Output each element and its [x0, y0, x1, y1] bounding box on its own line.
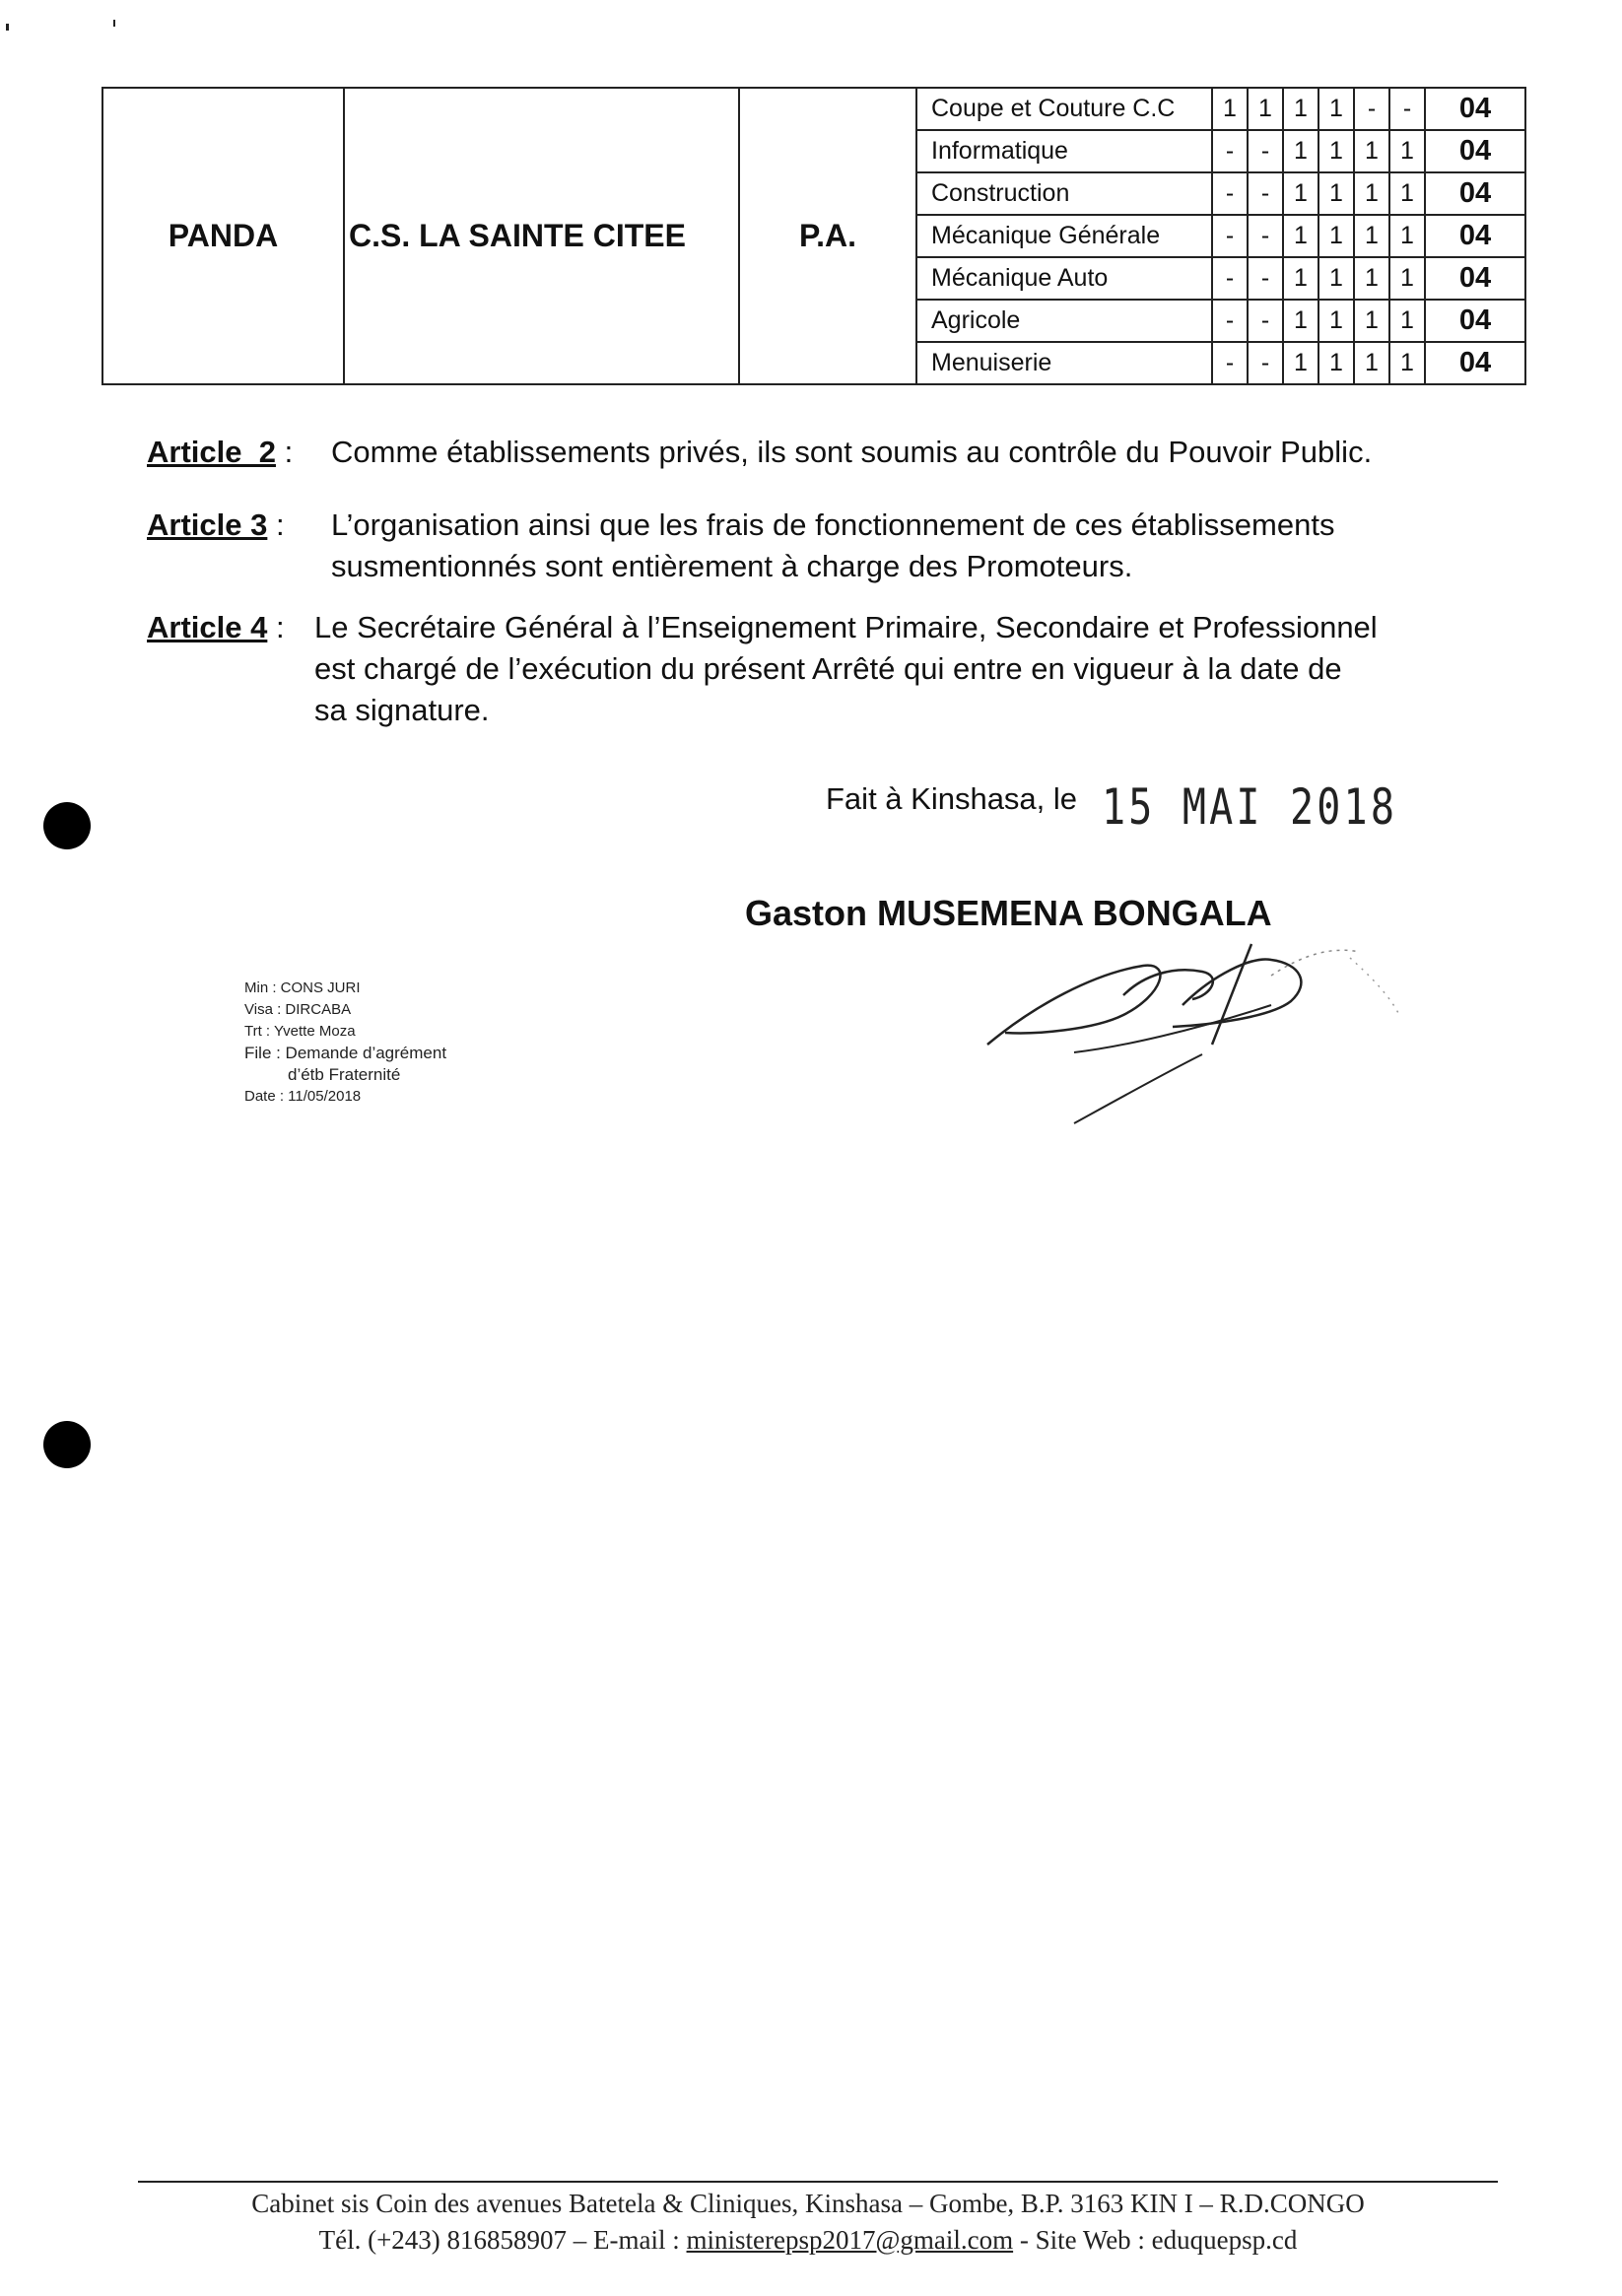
footer [99, 2186, 1518, 2259]
article-separator: : [275, 435, 294, 469]
article-body [314, 607, 1378, 731]
class-cell: - [1212, 130, 1248, 172]
scan-mark [113, 20, 115, 27]
footer-tel: Tél. (+243) 816858907 – E-mail : [318, 2225, 687, 2255]
schools-table [101, 87, 1526, 385]
class-cell: 1 [1354, 342, 1389, 384]
article-body [331, 505, 1334, 587]
total-cell: 04 [1425, 172, 1525, 215]
handwritten-signature [976, 936, 1429, 1133]
class-cell: - [1248, 130, 1283, 172]
article-line: Le Secrétaire Général à l’Enseignement Primaire, Secondaire et Professionnel [314, 610, 1378, 644]
class-cell: - [1212, 300, 1248, 342]
class-cell: - [1248, 300, 1283, 342]
reference-date: Date : 11/05/2018 [244, 1088, 362, 1105]
option-cell: Coupe et Couture C.C [916, 88, 1212, 130]
class-cell: 1 [1318, 172, 1354, 215]
class-cell: - [1248, 172, 1283, 215]
article-2 [147, 432, 1497, 473]
option-cell: Construction [916, 172, 1212, 215]
option-cell: Menuiserie [916, 342, 1212, 384]
article-line: susmentionnés sont entièrement à charge des Promoteurs. [331, 549, 1133, 583]
class-cell: 1 [1389, 257, 1425, 300]
article-line: L’organisation ainsi que les frais de fonctionnement de ces établissements [331, 507, 1335, 542]
date-stamp: 15 MAI 2018 [1102, 778, 1398, 836]
class-cell: 1 [1248, 88, 1283, 130]
footer-divider [138, 2181, 1498, 2183]
option-cell: Informatique [916, 130, 1212, 172]
class-cell: - [1248, 342, 1283, 384]
class-cell: - [1212, 342, 1248, 384]
class-cell: 1 [1354, 172, 1389, 215]
class-cell: 1 [1283, 342, 1318, 384]
article-label: Article 3 [147, 507, 268, 542]
signer-name: Gaston MUSEMENA BONGALA [745, 893, 1272, 933]
class-cell: 1 [1389, 215, 1425, 257]
reference-treatment: Trt : Yvette Moza [244, 1023, 356, 1040]
reference-min: Min : CONS JURI [244, 979, 361, 996]
class-cell: - [1389, 88, 1425, 130]
article-label: Article 4 [147, 610, 268, 644]
article-label: Article 2 [147, 435, 276, 469]
class-cell: 1 [1389, 342, 1425, 384]
class-cell: 1 [1283, 88, 1318, 130]
article-separator: : [267, 610, 285, 644]
total-cell: 04 [1425, 88, 1525, 130]
class-cell: 1 [1283, 130, 1318, 172]
region-cell: PANDA [102, 88, 344, 384]
total-cell: 04 [1425, 257, 1525, 300]
reference-visa: Visa : DIRCABA [244, 1001, 352, 1018]
reference-file: File : Demande d’agrément [244, 1044, 447, 1062]
class-cell: 1 [1389, 130, 1425, 172]
class-cell: - [1248, 257, 1283, 300]
article-3 [147, 505, 1497, 583]
class-cell: - [1212, 172, 1248, 215]
article-separator: : [267, 507, 285, 542]
class-cell: 1 [1389, 172, 1425, 215]
article-line: est chargé de l’exécution du présent Arrêté qui entre en vigueur à la date de [314, 651, 1342, 686]
article-4 [147, 607, 1497, 727]
class-cell: 1 [1318, 130, 1354, 172]
reference-block [244, 978, 446, 1108]
class-cell: 1 [1283, 215, 1318, 257]
footer-email-link[interactable]: ministerepsp2017@gmail.com [686, 2225, 1014, 2255]
total-cell: 04 [1425, 130, 1525, 172]
place-text: Fait à Kinshasa, le [826, 781, 1078, 816]
article-line: Comme établissements privés, ils sont soumis au contrôle du Pouvoir Public. [331, 435, 1373, 469]
table-row [102, 88, 1525, 130]
option-cell: Mécanique Auto [916, 257, 1212, 300]
punch-hole [43, 802, 91, 849]
footer-contact [99, 2222, 1518, 2259]
reference-file-cont: d’étb Fraternité [288, 1065, 401, 1084]
class-cell: - [1212, 215, 1248, 257]
class-cell: 1 [1318, 215, 1354, 257]
total-cell: 04 [1425, 300, 1525, 342]
scan-mark [6, 24, 9, 31]
class-cell: 1 [1354, 257, 1389, 300]
class-cell: 1 [1354, 215, 1389, 257]
school-name-cell: C.S. LA SAINTE CITEE [344, 88, 739, 384]
total-cell: 04 [1425, 342, 1525, 384]
class-cell: 1 [1318, 342, 1354, 384]
class-cell: - [1212, 257, 1248, 300]
class-cell: 1 [1318, 257, 1354, 300]
punch-hole [43, 1421, 91, 1468]
class-cell: - [1248, 215, 1283, 257]
class-cell: 1 [1354, 130, 1389, 172]
total-cell: 04 [1425, 215, 1525, 257]
class-cell: 1 [1283, 300, 1318, 342]
footer-address: Cabinet sis Coin des avenues Batetela & Cliniques, Kinshasa – Gombe, B.P. 3163 KIN I – R.D.CONGO [251, 2189, 1365, 2218]
article-body [331, 432, 1372, 473]
footer-site: - Site Web : eduquepsp.cd [1013, 2225, 1298, 2255]
class-cell: 1 [1389, 300, 1425, 342]
class-cell: - [1354, 88, 1389, 130]
class-cell: 1 [1283, 172, 1318, 215]
class-cell: 1 [1354, 300, 1389, 342]
class-cell: 1 [1318, 300, 1354, 342]
class-cell: 1 [1212, 88, 1248, 130]
class-cell: 1 [1283, 257, 1318, 300]
option-cell: Agricole [916, 300, 1212, 342]
option-cell: Mécanique Générale [916, 215, 1212, 257]
class-cell: 1 [1318, 88, 1354, 130]
school-type-cell: P.A. [739, 88, 916, 384]
article-line: sa signature. [314, 693, 490, 727]
